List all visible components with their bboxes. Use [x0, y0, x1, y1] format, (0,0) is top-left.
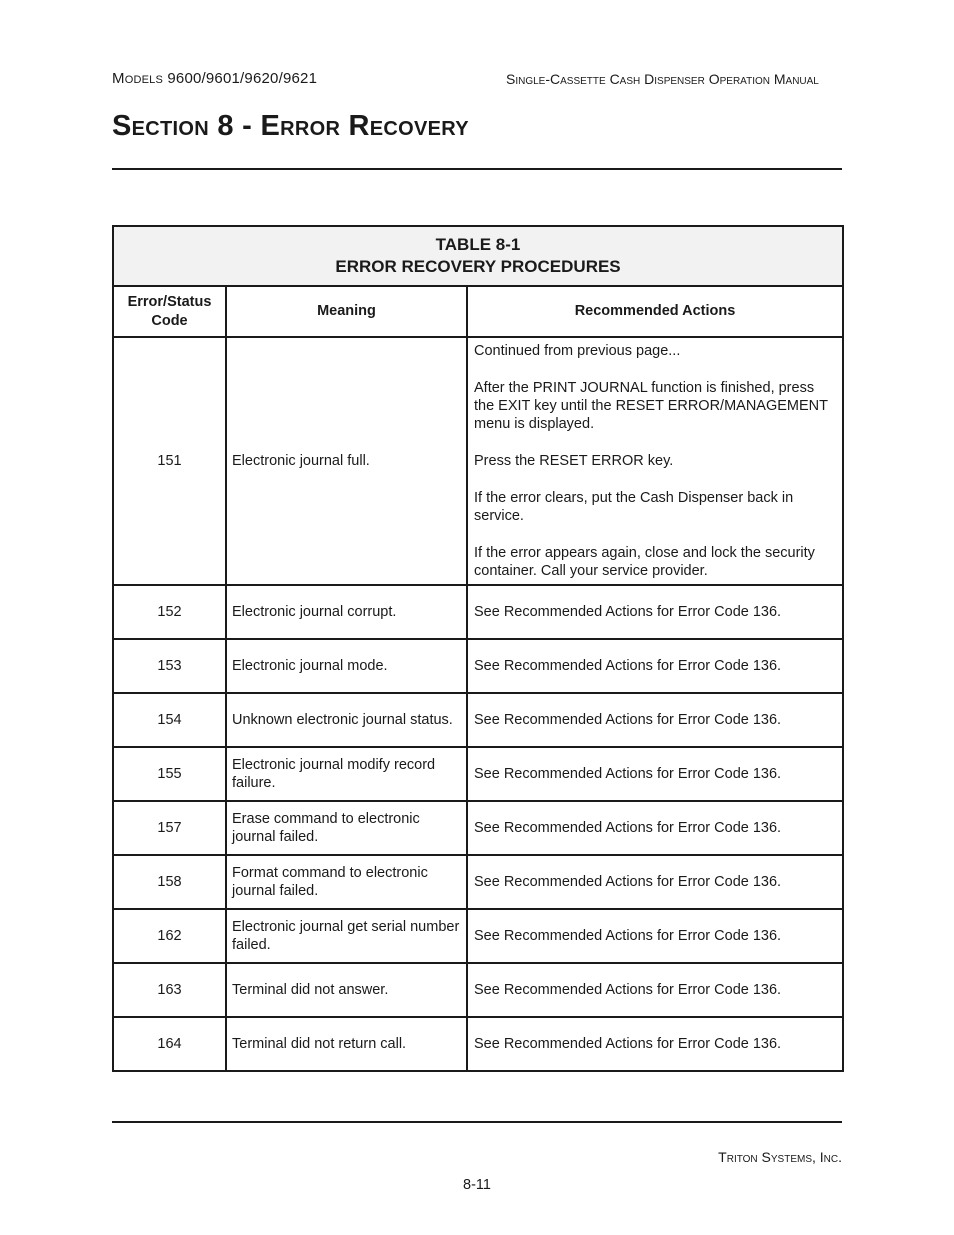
page-number: 8-11 — [463, 1177, 491, 1193]
table-row — [113, 963, 843, 1017]
actions-cell: See Recommended Actions for Error Code 136. — [467, 693, 843, 747]
error-code-cell: 153 — [113, 639, 226, 693]
actions-cell: See Recommended Actions for Error Code 136. — [467, 963, 843, 1017]
table-caption-row — [113, 226, 843, 286]
meaning-cell: Electronic journal modify record failure. — [226, 747, 467, 801]
action-paragraph: If the error clears, put the Cash Dispenser back in service. — [474, 490, 794, 524]
table-row — [113, 693, 843, 747]
actions-cell: See Recommended Actions for Error Code 136. — [467, 585, 843, 639]
meaning-cell: Electronic journal get serial number failed. — [226, 909, 467, 963]
header-manual-title: Single-Cassette Cash Dispenser Operation Manual — [506, 71, 819, 87]
table-row — [113, 337, 843, 585]
error-code-cell: 164 — [113, 1017, 226, 1071]
action-paragraph: After the PRINT JOURNAL function is finished, press the EXIT key until the RESET ERROR/MANAGEMENT menu is displayed. — [474, 380, 828, 432]
actions-cell: See Recommended Actions for Error Code 136. — [467, 1017, 843, 1071]
table-row — [113, 585, 843, 639]
error-code-cell: 162 — [113, 909, 226, 963]
actions-cell: See Recommended Actions for Error Code 136. — [467, 801, 843, 855]
column-header-code: Error/Status Code — [113, 286, 226, 337]
action-paragraph: Continued from previous page... — [474, 343, 681, 359]
error-code-cell: 154 — [113, 693, 226, 747]
actions-cell: See Recommended Actions for Error Code 136. — [467, 639, 843, 693]
table-row — [113, 639, 843, 693]
error-code-cell: 152 — [113, 585, 226, 639]
table-column-header-row — [113, 286, 843, 337]
meaning-cell: Electronic journal full. — [226, 337, 467, 585]
header-divider — [112, 168, 842, 170]
table-caption-number: TABLE 8-1 — [435, 235, 521, 254]
meaning-cell: Electronic journal mode. — [226, 639, 467, 693]
header-models: Models 9600/9601/9620/9621 — [112, 70, 318, 87]
actions-cell: See Recommended Actions for Error Code 136. — [467, 909, 843, 963]
error-code-cell: 157 — [113, 801, 226, 855]
error-recovery-table — [112, 225, 844, 1072]
action-paragraph: Press the RESET ERROR key. — [474, 453, 674, 469]
meaning-cell: Unknown electronic journal status. — [226, 693, 467, 747]
meaning-cell: Format command to electronic journal failed. — [226, 855, 467, 909]
actions-cell — [467, 337, 843, 585]
table-row — [113, 1017, 843, 1071]
actions-cell: See Recommended Actions for Error Code 136. — [467, 855, 843, 909]
error-code-cell: 163 — [113, 963, 226, 1017]
table-row — [113, 855, 843, 909]
table-row — [113, 747, 843, 801]
meaning-cell: Electronic journal corrupt. — [226, 585, 467, 639]
meaning-cell: Erase command to electronic journal failed. — [226, 801, 467, 855]
action-paragraph: If the error appears again, close and lock the security container. Call your service provider. — [474, 545, 815, 579]
error-code-cell: 158 — [113, 855, 226, 909]
meaning-cell: Terminal did not answer. — [226, 963, 467, 1017]
column-header-meaning: Meaning — [226, 286, 467, 337]
footer-company: Triton Systems, Inc. — [718, 1149, 842, 1165]
error-code-cell: 155 — [113, 747, 226, 801]
meaning-cell: Terminal did not return call. — [226, 1017, 467, 1071]
table-row — [113, 801, 843, 855]
column-header-actions: Recommended Actions — [467, 286, 843, 337]
actions-cell: See Recommended Actions for Error Code 136. — [467, 747, 843, 801]
table-caption-title: ERROR RECOVERY PROCEDURES — [335, 257, 621, 276]
table-row — [113, 909, 843, 963]
footer-divider — [112, 1121, 842, 1123]
error-code-cell: 151 — [113, 337, 226, 585]
section-title: Section 8 - Error Recovery — [112, 110, 469, 142]
table-caption — [113, 226, 843, 286]
